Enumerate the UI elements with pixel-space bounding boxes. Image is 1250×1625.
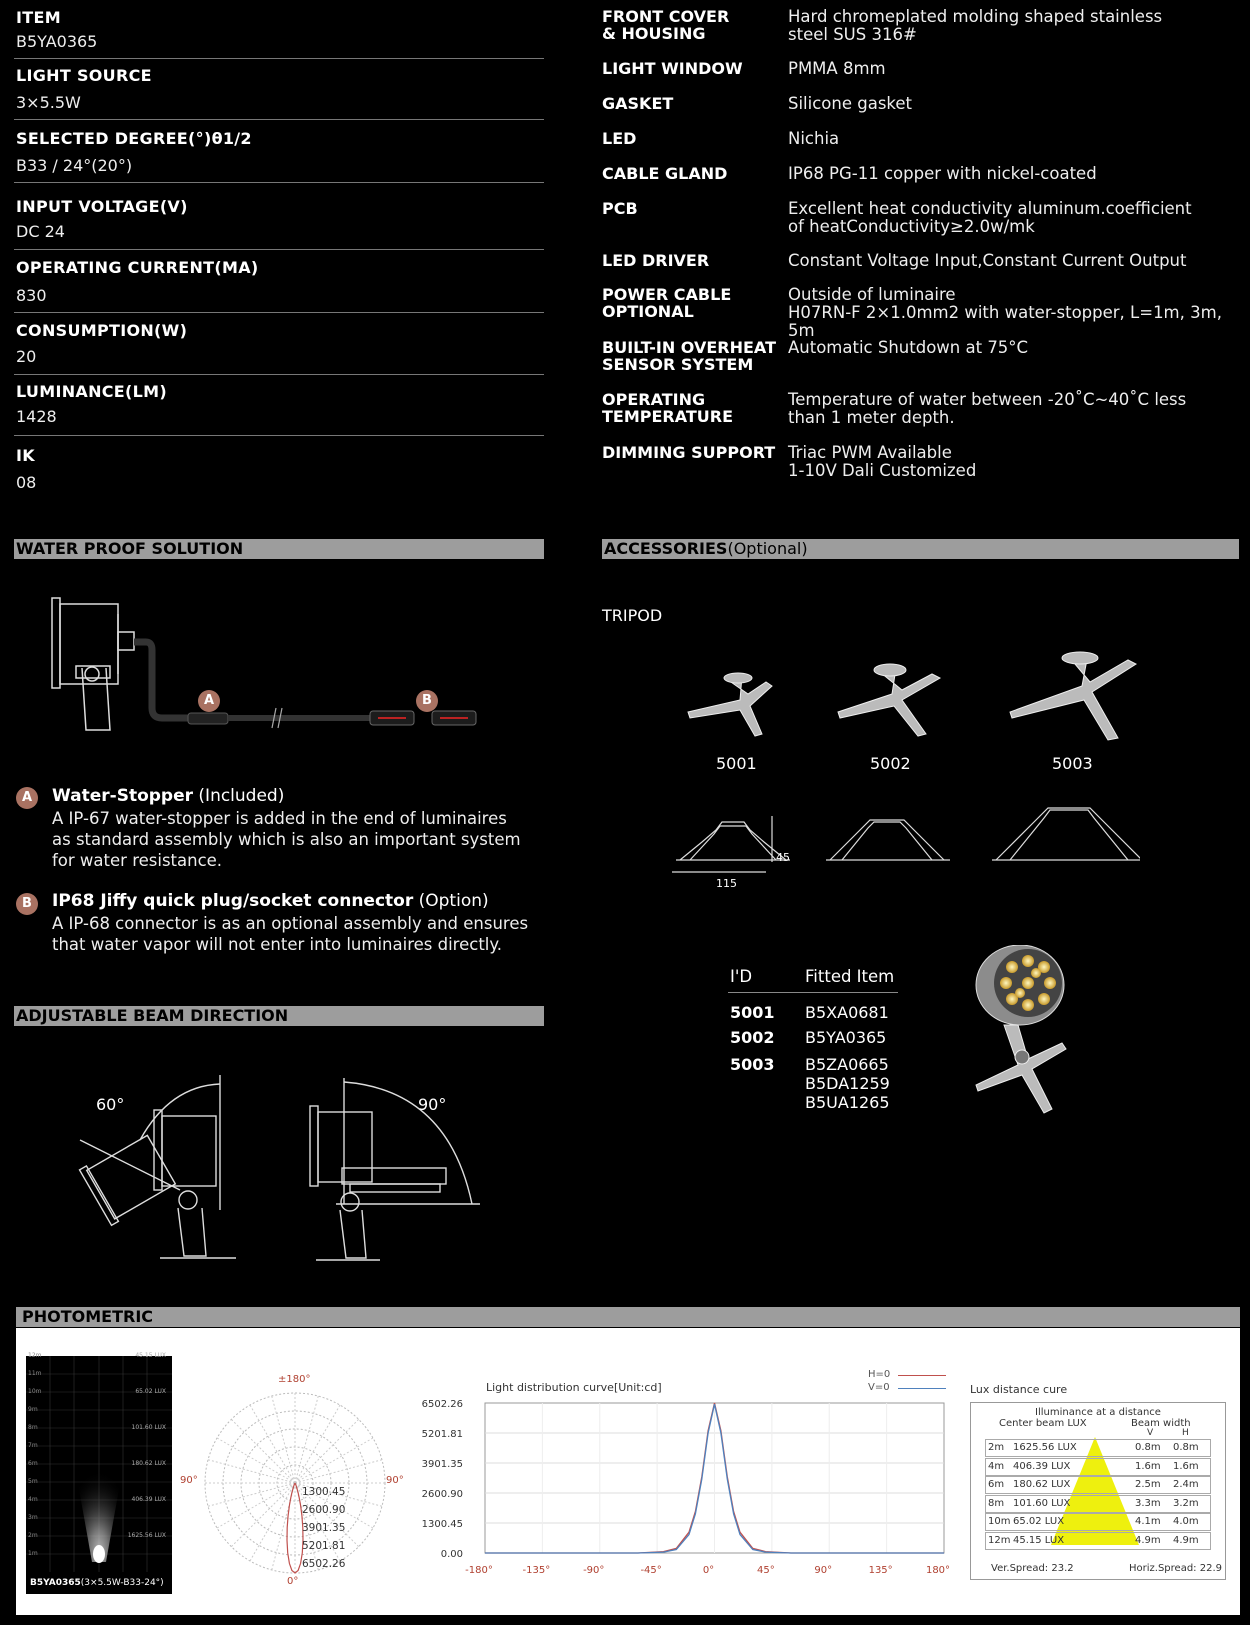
lux-row-h-5: 4.9m [1173,1534,1199,1546]
polar-spoke [208,1460,295,1483]
note-a-title: Water-Stopper (Included) [52,786,285,806]
chart-title: Light distribution curve[Unit:cd] [486,1381,662,1394]
spec-right-value-6: Constant Voltage Input,Constant Current Output [788,251,1187,270]
note-b-body: A IP-68 connector is as an optional assembly and ensures that water vapor will not enter into luminaires directly. [52,914,529,954]
spec-divider-6 [14,435,544,436]
polar-label-top: ±180° [278,1374,311,1385]
lux-row-distance-4: 10m [988,1516,1011,1527]
lux-row-distance-0: 2m [988,1442,1005,1453]
fit-header-id: I'D [730,967,753,986]
light-distribution-chart [410,1395,950,1585]
lux-col-center: Center beam LUX [999,1418,1087,1429]
x-tick-label: -45° [640,1565,662,1576]
polar-spoke [295,1396,318,1483]
x-tick-label: -90° [583,1565,605,1576]
beam-distance-1: 11m [28,1370,42,1377]
beam-distance-3: 9m [28,1406,38,1413]
spec-right-value-1: PMMA 8mm [788,59,886,78]
beam-distance-10: 2m [28,1532,38,1539]
lux-col-h: H [1182,1428,1189,1438]
polar-spoke [231,1419,295,1483]
spec-right-value-10: Triac PWM Available 1-10V Dali Customized [788,443,977,480]
x-tick-label: -180° [465,1565,493,1576]
polar-spoke [250,1483,295,1561]
spec-right-label-8: BUILT-IN OVERHEAT SENSOR SYSTEM [602,338,776,374]
lux-table-title: Lux distance cure [970,1383,1068,1396]
polar-label-bottom: 0° [287,1576,299,1587]
beam-distance-6: 6m [28,1460,38,1467]
beam-image-caption: B5YA0365(3×5.5W-B33-24°) [30,1578,164,1588]
beam-angle-60: 60° [96,1095,125,1114]
polar-ring-label-2: 3901.35 [302,1522,346,1534]
spec-right-value-0: Hard chromeplated molding shaped stainless steel SUS 316# [788,7,1163,44]
legend-v-label: V=0 [868,1382,890,1393]
lux-row-value-4: 65.02 LUX [1013,1516,1065,1527]
spec-right-label-7: POWER CABLE OPTIONAL [602,285,732,321]
tripod-label-5001: 5001 [716,754,757,773]
beam-angle-90: 90° [418,1095,447,1114]
polar-spoke [295,1419,359,1483]
spec-label-1: LIGHT SOURCE [16,66,152,85]
beam-distance-11: 1m [28,1550,38,1557]
polar-ring-label-0: 1300.45 [302,1486,346,1498]
lux-row-v-0: 0.8m [1135,1442,1161,1453]
beam-spread-image [26,1352,172,1594]
spec-right-value-9: Temperature of water between -20˚C~40˚C less than 1 meter depth. [788,390,1187,427]
polar-spoke [295,1438,373,1483]
fit-item-5001: B5XA0681 [805,1003,889,1022]
fit-id-5003: 5003 [730,1055,775,1074]
beam-lux-1: 65.02 LUX [135,1388,166,1395]
lux-row-v-5: 4.9m [1135,1534,1161,1546]
lux-row-h-1: 1.6m [1173,1460,1199,1472]
polar-spoke [295,1405,340,1483]
legend-h-swatch [898,1375,946,1376]
spec-right-label-5: PCB [602,199,638,218]
lux-row-value-2: 180.62 LUX [1013,1479,1071,1490]
polar-ring-label-3: 5201.81 [302,1540,346,1552]
x-tick-label: -135° [522,1565,551,1576]
lux-col-v: V [1147,1428,1154,1438]
lux-col-beam: Beam width [1131,1418,1191,1429]
spec-label-4: OPERATING CURRENT(MA) [16,258,259,277]
lux-row-distance-3: 8m [988,1497,1005,1509]
beam-distance-9: 3m [28,1514,38,1521]
fit-header-item: Fitted Item [805,967,895,986]
polar-spoke [217,1483,295,1528]
tripod-label-5002: 5002 [870,754,911,773]
spec-label-3: INPUT VOLTAGE(V) [16,197,188,216]
beam-section-header: ADJUSTABLE BEAM DIRECTION [14,1006,544,1026]
spec-value-0: B5YA0365 [16,32,98,51]
beam-distance-4: 8m [28,1424,38,1431]
polar-spoke [231,1483,295,1547]
spec-right-value-7: Outside of luminaire H07RN-F 2×1.0mm2 with water-stopper, L=1m, 3m, 5m [788,285,1222,340]
beam-distance-7: 5m [28,1478,38,1485]
marker-b: B [416,690,438,712]
spec-right-value-8: Automatic Shutdown at 75°C [788,338,1029,357]
spec-label-2: SELECTED DEGREE(°)θ1/2 [16,129,252,148]
accessories-optional: (Optional) [727,539,808,558]
marker-a: A [198,690,220,712]
y-tick-label: 5201.81 [421,1429,463,1440]
y-tick-label: 0.00 [440,1549,463,1560]
polar-spoke [250,1405,295,1483]
lux-row-v-1: 1.6m [1135,1460,1161,1472]
tripod-label-5003: 5003 [1052,754,1093,773]
spec-divider-3 [14,249,544,250]
lux-table [970,1402,1226,1580]
spec-divider-2 [14,182,544,183]
lux-row-value-5: 45.15 LUX [1013,1534,1065,1546]
polar-ring-label-1: 2600.90 [302,1504,346,1516]
beam-lux-5: 1625.56 LUX [127,1532,166,1539]
dimension-height: 45 [776,851,790,864]
spec-right-label-1: LIGHT WINDOW [602,59,743,78]
fitted-luminaire-image [970,945,1080,1125]
beam-distance-5: 7m [28,1442,38,1449]
x-tick-label: 0° [702,1565,715,1576]
lux-row-v-3: 3.3m [1135,1497,1161,1509]
beam-lux-3: 180.62 LUX [131,1460,166,1467]
fit-item-5002: B5YA0365 [805,1028,887,1047]
lux-row-value-3: 101.60 LUX [1013,1497,1071,1509]
x-tick-label: 180° [925,1565,950,1576]
polar-diagram [200,1388,390,1578]
spec-value-3: DC 24 [16,222,65,241]
spec-right-label-10: DIMMING SUPPORT [602,443,776,462]
beam-lux-0: 45.15 LUX [135,1352,166,1359]
spec-right-value-2: Silicone gasket [788,94,913,113]
legend-v-swatch [898,1388,946,1389]
spec-right-value-4: IP68 PG-11 copper with nickel-coated [788,164,1097,183]
beam-lux-2: 101.60 LUX [131,1424,166,1431]
spec-value-1: 3×5.5W [16,93,81,112]
waterproof-diagram [40,590,520,750]
spec-divider-1 [14,119,544,120]
spec-value-6: 1428 [16,407,57,426]
spec-value-4: 830 [16,286,47,305]
note-a-marker: A [16,787,38,809]
lux-row-h-3: 3.2m [1173,1497,1199,1509]
polar-ring-label-4: 6502.26 [302,1558,346,1570]
lux-row-v-2: 2.5m [1135,1479,1161,1490]
x-tick-label: 90° [814,1565,833,1576]
spec-label-0: ITEM [16,8,61,27]
accessories-section-header [602,539,1239,559]
beam-lux-4: 406.39 LUX [131,1496,166,1503]
spec-right-value-5: Excellent heat conductivity aluminum.coefficient of heatConductivity≥2.0w/mk [788,199,1192,236]
spec-right-label-4: CABLE GLAND [602,164,728,183]
dimension-width: 115 [716,877,737,890]
spec-value-7: 08 [16,473,37,492]
polar-spoke [272,1396,295,1483]
lux-row-h-2: 2.4m [1173,1479,1199,1490]
lux-row-h-4: 4.0m [1173,1516,1199,1527]
spec-value-2: B33 / 24°(20°) [16,156,133,175]
beam-distance-8: 4m [28,1496,38,1503]
lux-row-v-4: 4.1m [1135,1516,1161,1527]
spec-divider-0 [14,58,544,59]
photometric-section-header: PHOTOMETRIC [16,1307,1240,1327]
lux-row-distance-5: 12m [988,1534,1011,1546]
spec-label-6: LUMINANCE(LM) [16,382,167,401]
fit-item-5003: B5ZA0665 B5DA1259 B5UA1265 [805,1055,890,1112]
spec-right-label-9: OPERATING TEMPERATURE [602,390,734,426]
polar-spoke [217,1438,295,1483]
polar-spoke [208,1483,295,1506]
waterproof-section-header: WATER PROOF SOLUTION [14,539,544,559]
ver-spread: Ver.Spread: 23.2 [991,1563,1074,1574]
spec-value-5: 20 [16,347,37,366]
note-a-body: A IP-67 water-stopper is added in the end of luminaires as standard assembly which is also an important system for water resistance. [52,809,521,870]
note-b-marker: B [16,893,38,915]
polar-label-right: 90° [386,1475,404,1486]
spec-divider-5 [14,374,544,375]
lux-row-h-0: 0.8m [1173,1442,1199,1453]
spec-right-label-3: LED [602,129,637,148]
y-tick-label: 2600.90 [421,1489,463,1501]
spec-divider-4 [14,312,544,313]
lux-row-distance-2: 6m [988,1479,1005,1490]
fit-id-5002: 5002 [730,1028,775,1047]
hor-spread: Horiz.Spread: 22.9 [1129,1563,1222,1574]
spec-right-label-6: LED DRIVER [602,251,710,270]
spec-right-label-2: GASKET [602,94,674,113]
accessories-title: ACCESSORIES [604,539,728,558]
beam-distance-2: 10m [28,1388,42,1395]
note-b-title: IP68 Jiffy quick plug/socket connector (Option) [52,891,489,911]
polar-spoke [295,1460,382,1483]
lux-row-value-1: 406.39 LUX [1013,1460,1071,1472]
spec-right-label-0: FRONT COVER & HOUSING [602,7,730,43]
y-tick-label: 3901.35 [421,1459,463,1471]
legend-h-label: H=0 [868,1369,891,1380]
lux-table-header: Illuminance at a distance [1035,1407,1161,1418]
y-tick-label: 6502.26 [421,1399,463,1410]
spec-right-value-3: Nichia [788,129,840,148]
fit-id-5001: 5001 [730,1003,775,1022]
spec-label-5: CONSUMPTION(W) [16,321,188,340]
polar-label-left: 90° [180,1475,198,1486]
spec-label-7: IK [16,446,35,465]
fit-header-rule [728,992,898,993]
lux-row-value-0: 1625.56 LUX [1013,1442,1077,1453]
lux-row-distance-1: 4m [988,1460,1005,1472]
tripod-title: TRIPOD [602,606,663,625]
x-tick-label: 45° [757,1565,775,1576]
beam-distance-0: 12m [28,1352,42,1359]
y-tick-label: 1300.45 [421,1519,463,1530]
x-tick-label: 135° [868,1565,893,1576]
